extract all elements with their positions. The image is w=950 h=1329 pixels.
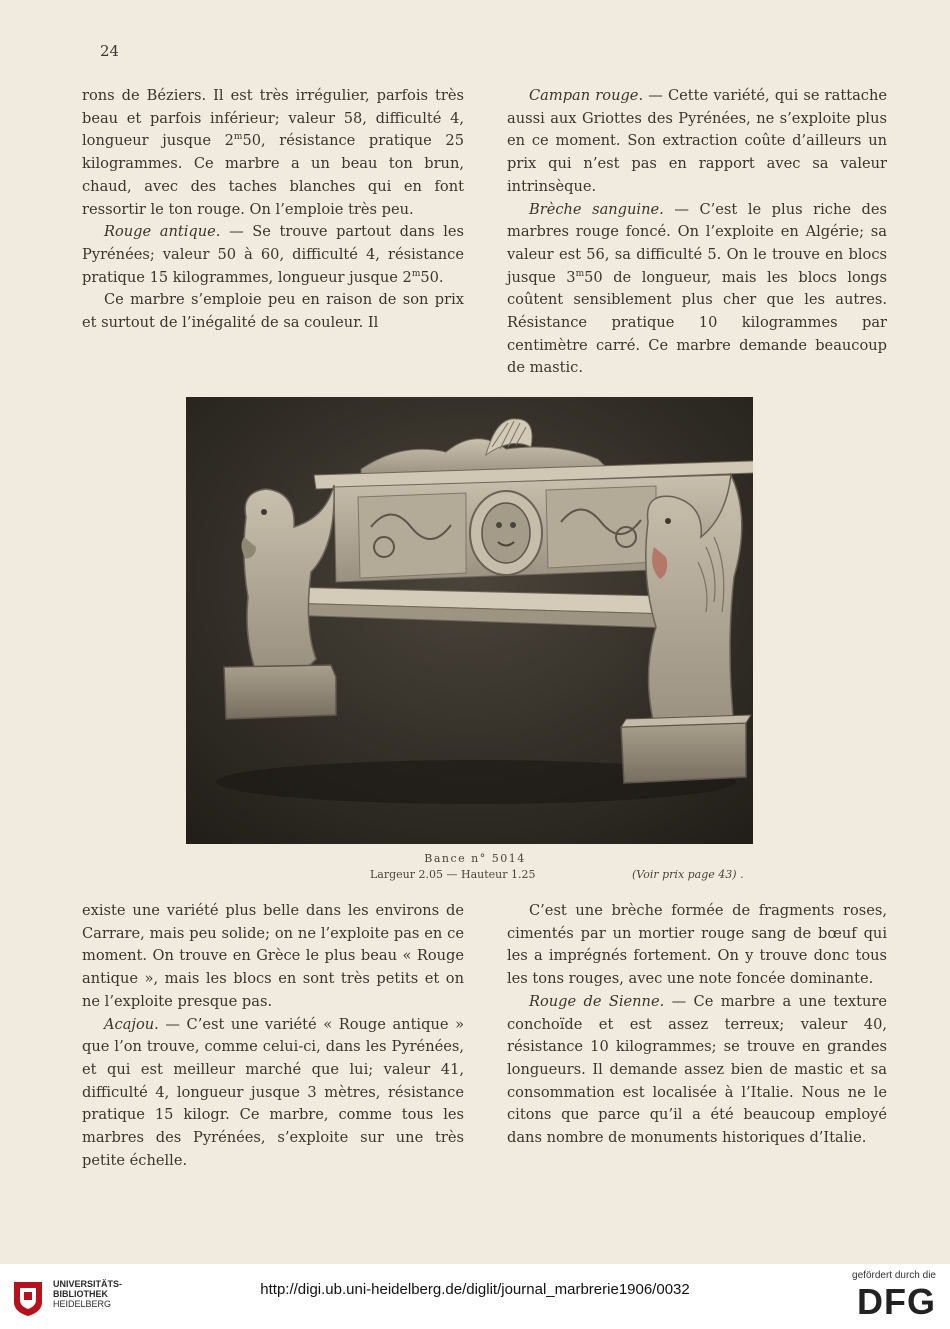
paragraph-text: — C’est une variété « Rouge antique » que l’on trouve, comme celui-ci, dans les Pyrénées, et qui est meilleur marché que lui; valeur 41, difficulté 4, longueur jusque 3 mètres, résistance pratique 15 kilogr. Ce marbre, comme tous les marbres des Pyrénées, s’exploite sur une très petite échelle. [82,1015,464,1169]
marble-name: Campan rouge. [529,87,644,104]
column-left-top [82,85,464,335]
paragraph-text: — Ce marbre a une texture conchoïde et est assez terreux; valeur 40, résistance 10 kilogrammes; se trouve en grandes longueurs. Il demande assez bien de mastic et sa consommation est localisée à l’Italie. Nous ne le citons que parce qu’il a été beaucoup employé dans nombre de monuments historiques d’Italie. [507,992,887,1147]
marble-name: Rouge antique. [104,223,221,241]
superscript: m [233,132,243,143]
column-left-bottom [82,900,464,1172]
figure-caption-reference: (Voir prix page 43) . [632,868,744,881]
page-number: 24 [100,42,120,60]
paragraph-text: 50, résistance pratique 25 kilogrammes. Ce marbre a un beau ton brun, chaud, avec des taches blanches qui en font ressortir le ton rouge. On l’emploie très peu. [82,132,464,218]
marble-name: Brèche sanguine. [529,200,664,218]
superscript: m [411,268,421,279]
permalink-url[interactable]: http://digi.ub.uni-heidelberg.de/diglit/journal_marbrerie1906/0032 [260,1281,690,1298]
paragraph-text: 50 de longueur, mais les blocs longs coûtent sensiblement plus cher que les autres. Résistance pratique 10 kilogrammes par centimètre carré. Ce marbre demande beaucoup de mastic. [507,268,888,377]
paragraph-text: — C’est le plus riche des marbres rouge foncé. On l’exploite en Algérie; sa valeur est 56, sa difficulté 5. On le trouve en blocs jusque 3 [507,200,888,286]
bench-illustration [186,397,753,844]
paragraph [82,1014,464,1173]
column-right-bottom [507,900,887,1150]
paragraph-text: rons de Béziers. Il est très irrégulier, parfois très beau et parfois inférieur; valeur 58, difficulté 4, longueur jusque 2 [82,87,464,150]
paragraph [507,199,887,381]
paragraph [507,991,887,1150]
marble-name: Rouge de Sienne. [529,992,665,1010]
paragraph [507,85,887,199]
figure-caption-title: Bance n° 5014 [424,852,526,865]
paragraph [82,221,464,289]
library-name-line: BIBLIOTHEK [53,1289,108,1299]
footer-bar [0,1264,950,1329]
paragraph-text: — Se trouve partout dans les Pyrénées; valeur 50 à 60, difficulté 4, résistance pratique 15 kilogrammes, longueur jusque 2 [82,223,464,286]
dfg-logo: DFG [857,1281,936,1322]
superscript: m [575,268,585,279]
marble-name: Acajou. [104,1015,159,1033]
paragraph [82,85,464,221]
paragraph: Ce marbre s’emploie peu en raison de son prix et surtout de l’inégalité de sa couleur. Il [82,291,464,332]
funding-note: gefördert durch die [852,1270,936,1281]
paragraph: existe une variété plus belle dans les environs de Carrare, mais peu solide; on ne l’exploite pas en ce moment. On trouve en Grèce le plus beau « Rouge antique », mais les blocs en sont très petits et on ne l’exploite presque pas. [82,902,464,1010]
library-name-line: UNIVERSITÄTS- [53,1279,123,1289]
column-right-top [507,85,887,380]
paragraph: C’est une brèche formée de fragments roses, cimentés par un mortier rouge sang de bœuf qui les a imprégnés fortement. On y trouve donc tous les tons rouges, avec une note foncée dominante. [507,902,887,988]
figure-caption-dimensions: Largeur 2.05 — Hauteur 1.25 [370,868,536,881]
bench-photo [186,397,753,844]
library-name-line: HEIDELBERG [53,1299,112,1309]
paragraph-text: 50. [420,268,444,286]
paragraph-text: — Cette variété, qui se rattache aussi aux Griottes des Pyrénées, ne s’exploite plus en ce moment. Son extraction coûte d’ailleurs un prix qui n’est pas en rapport avec sa valeur intrinsèque. [507,87,887,195]
